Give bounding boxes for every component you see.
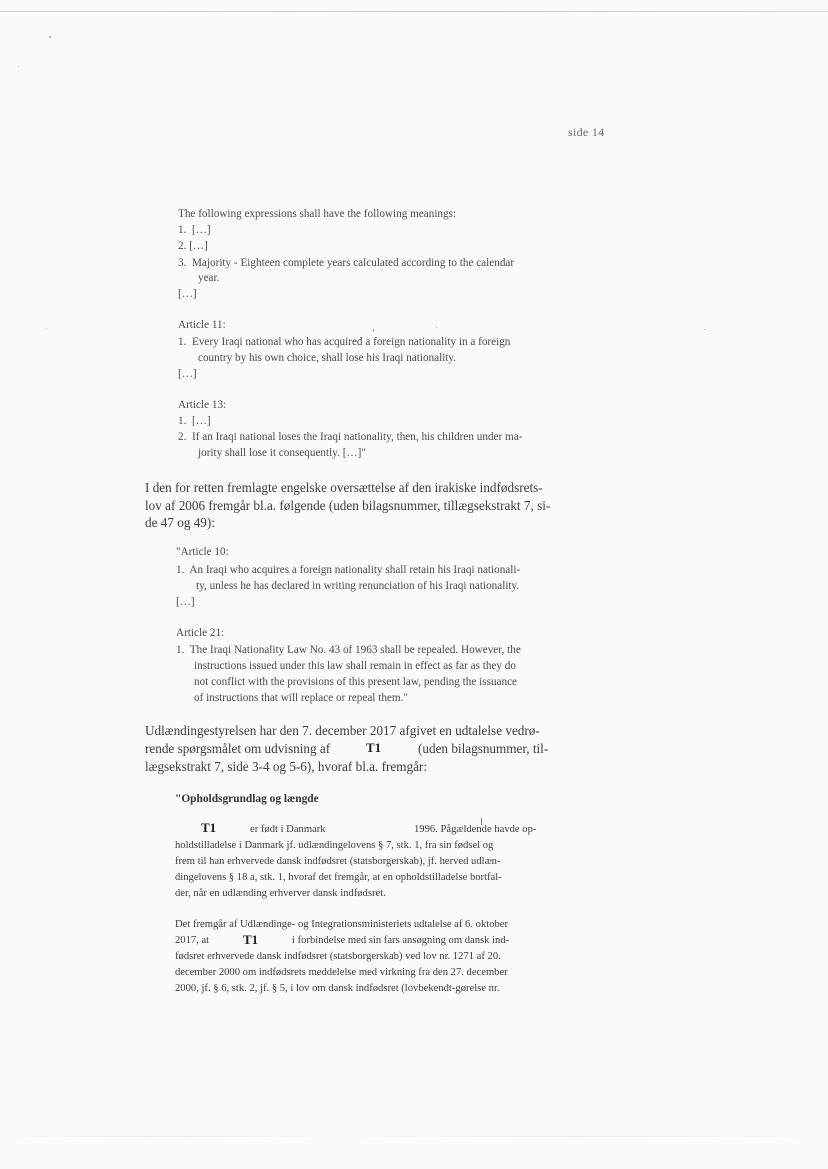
section-p2-line-1: Det fremgår af Udlændinge- og Integrationsministeriets udtalelse af 6. oktober [175,919,509,930]
article-10-item-1-cont: ty, unless he has declared in writing renunciation of his Iraqi nationality. [196,580,520,592]
article-13-item-1: 1. […] [178,415,211,427]
article-10-item-1: 1. An Iraqi who acquires a foreign nationality shall retain his Iraqi nationali- [176,564,521,576]
quote-ellipsis: […] [178,288,197,300]
page-number: side 14 [568,125,605,139]
article-11-heading: Article 11: [178,319,226,331]
article-13-item-2-cont: jority shall lose it consequently. […]" [198,447,366,459]
article-21-line-2: instructions issued under this law shall remain in effect as far as they do [194,660,516,672]
paragraph-2-line-3: lægsekstrakt 7, side 3-4 og 5-6), hvoraf bl.a. fremgår: [145,759,427,774]
section-p1-line-5: der, når en udlænding erhverver dansk indfødsret. [175,888,386,899]
section-p2-line-3: fødsret erhvervede dansk indfødsret (statsborgerskab) ved lov nr. 1271 af 20. [175,951,501,962]
article-10-heading: "Article 10: [176,546,229,558]
scan-speck [373,329,374,332]
quote-item-3-cont: year. [198,272,220,284]
paragraph-2-line-1: Udlændingestyrelsen har den 7. december 2017 afgivet en udtalelse vedrø- [145,723,540,738]
section-p1-line-3: frem til han erhvervede dansk indfødsret (statsborgerskab), jf. herved udlæn- [175,856,501,867]
anonymized-name: T1 [366,740,382,755]
scan-speck [49,36,51,38]
scan-speck [704,329,705,330]
quote-item-2: 2. […] [178,240,208,252]
anonymized-name: T1 [201,820,217,835]
article-10-ellipsis: […] [176,596,195,608]
scan-bottom-noise [0,1136,828,1137]
paragraph-1-line-3: de 47 og 49): [145,515,215,530]
scan-speck [436,327,437,328]
article-11-item-1: 1. Every Iraqi national who has acquired a foreign nationality in a foreign [178,336,511,348]
section-p1-line-2: holdstilladelse i Danmark jf. udlændingelovens § 7, stk. 1, fra sin fødsel og [175,840,494,851]
quote-item-3: 3. Majority - Eighteen complete years calculated according to the calendar [178,257,515,269]
section-p2-line-5: 2000, jf. § 6, stk. 2, jf. § 5, i lov om dansk indfødsret (lovbekendt-gørelse nr. [175,983,500,994]
scan-speck [18,66,19,67]
scan-speck [46,328,47,329]
paragraph-1-line-1: I den for retten fremlagte engelske oversættelse af den irakiske indfødsrets- [145,480,543,495]
article-21-heading: Article 21: [176,627,225,639]
section-p1-line-4: dingelovens § 18 a, stk. 1, hvoraf det fremgår, at en opholdstilladelse bortfal- [175,872,502,883]
quote-item-1: 1. […] [178,224,211,236]
article-21-line-3: not conflict with the provisions of this present law, pending the issuance [194,676,518,688]
section-p1-line-1a: er født i Danmark [250,824,326,835]
article-21-line-4: of instructions that will replace or repeal them." [194,692,408,704]
article-11-item-1-cont: country by his own choice, shall lose his Iraqi nationality. [198,352,457,364]
section-p2-line-2b: i forbindelse med sin fars ansøgning om dansk ind- [292,935,510,946]
section-heading: "Opholdsgrundlag og længde [175,793,319,805]
article-13-heading: Article 13: [178,399,227,411]
article-11-ellipsis: […] [178,368,197,380]
section-p2-line-2a: 2017, at [175,935,210,946]
paragraph-2-line-2b: (uden bilagsnummer, til- [418,741,549,756]
section-p2-line-4: december 2000 om indfødsrets meddelelse med virkning fra den 27. december [175,967,508,978]
section-p1-line-1b: 1996. Pågældende havde op- [414,824,537,835]
paragraph-1-line-2: lov af 2006 fremgår bl.a. følgende (uden bilagsnummer, tillægsekstrakt 7, si- [145,498,551,513]
article-13-item-2: 2. If an Iraqi national loses the Iraqi nationality, then, his children under ma- [178,431,523,443]
anonymized-name: T1 [243,932,259,947]
article-21-line-1: 1. The Iraqi Nationality Law No. 43 of 1963 shall be repealed. However, the [176,644,521,656]
paragraph-2-line-2a: rende spørgsmålet om udvisning af [145,741,331,756]
scan-top-edge [0,11,828,12]
quote-intro: The following expressions shall have the following meanings: [178,208,457,220]
